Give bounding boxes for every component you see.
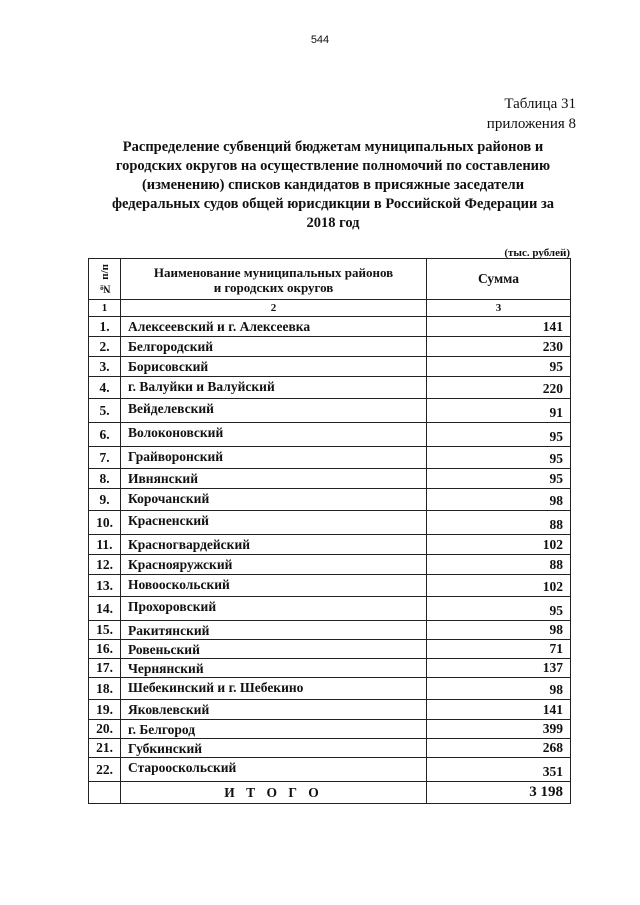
column-number-2: 2 (121, 300, 427, 317)
page-number: 544 (310, 34, 330, 46)
row-number: 12. (89, 555, 121, 575)
table-row (89, 758, 571, 782)
table-row (89, 423, 571, 447)
row-sum: 230 (427, 337, 571, 357)
table-row (89, 621, 571, 640)
row-number: 9. (89, 489, 121, 511)
table-row (89, 535, 571, 555)
row-sum: 399 (427, 720, 571, 739)
total-sum: 3 198 (427, 782, 571, 804)
table-header-row (89, 259, 571, 300)
row-sum: 351 (427, 758, 571, 782)
table-row (89, 377, 571, 399)
row-sum: 95 (427, 447, 571, 469)
units-label: (тыс. рублей) (504, 247, 570, 259)
table-row (89, 739, 571, 758)
row-name: Краснояружский (121, 555, 427, 575)
row-name: Новооскольский (121, 575, 427, 597)
row-number: 14. (89, 597, 121, 621)
row-number: 22. (89, 758, 121, 782)
row-name: Старооскольский (121, 758, 427, 782)
table-row (89, 317, 571, 337)
document-heading: Распределение субвенций бюджетам муниципальных районов и городских округов на осуществление полномочий по составлению (изменению) списков кандидатов в присяжные заседатели федеральных судов общей юрисдикции в Российской Федерации за 2018 год (111, 139, 555, 231)
table-row (89, 555, 571, 575)
header-name-cell (121, 259, 427, 300)
subvention-table (88, 258, 571, 804)
row-number: 13. (89, 575, 121, 597)
table-row (89, 469, 571, 489)
table-row (89, 357, 571, 377)
row-name: Красненский (121, 511, 427, 535)
row-sum: 95 (427, 357, 571, 377)
row-sum: 95 (427, 423, 571, 447)
row-sum: 91 (427, 399, 571, 423)
row-sum: 220 (427, 377, 571, 399)
table-row (89, 678, 571, 700)
row-name: Ровеньский (121, 640, 427, 659)
column-number-1: 1 (89, 300, 121, 317)
table-row (89, 489, 571, 511)
row-sum: 88 (427, 511, 571, 535)
row-number: 16. (89, 640, 121, 659)
row-name: Шебекинский и г. Шебекино (121, 678, 427, 700)
header-number: № п/п (98, 263, 111, 295)
table-row (89, 447, 571, 469)
total-label: И Т О Г О (121, 782, 427, 804)
row-name: Борисовский (121, 357, 427, 377)
table-row (89, 511, 571, 535)
row-number: 8. (89, 469, 121, 489)
row-number: 19. (89, 700, 121, 720)
row-name: Корочанский (121, 489, 427, 511)
row-number: 18. (89, 678, 121, 700)
row-sum: 88 (427, 555, 571, 575)
header-name-line2: и городских округов (213, 280, 334, 295)
caption-appendix: приложения 8 (486, 116, 576, 132)
row-name: г. Валуйки и Валуйский (121, 377, 427, 399)
row-name: Яковлевский (121, 700, 427, 720)
row-sum: 268 (427, 739, 571, 758)
row-sum: 102 (427, 575, 571, 597)
row-name: Ивнянский (121, 469, 427, 489)
table-row (89, 597, 571, 621)
row-name: Прохоровский (121, 597, 427, 621)
row-sum: 137 (427, 659, 571, 678)
row-sum: 102 (427, 535, 571, 555)
table-row (89, 575, 571, 597)
row-name: Алексеевский и г. Алексеевка (121, 317, 427, 337)
header-name-line1: Наименование муниципальных районов (153, 265, 394, 280)
table-row (89, 640, 571, 659)
row-number: 1. (89, 317, 121, 337)
row-sum: 98 (427, 621, 571, 640)
table-row (89, 399, 571, 423)
row-number: 10. (89, 511, 121, 535)
row-number: 7. (89, 447, 121, 469)
total-row (89, 782, 571, 804)
row-number: 3. (89, 357, 121, 377)
row-number: 20. (89, 720, 121, 739)
total-blank-cell (89, 782, 121, 804)
table-row (89, 700, 571, 720)
table-row (89, 659, 571, 678)
row-name: Грайворонский (121, 447, 427, 469)
row-sum: 71 (427, 640, 571, 659)
row-name: г. Белгород (121, 720, 427, 739)
row-sum: 95 (427, 597, 571, 621)
row-sum: 141 (427, 317, 571, 337)
table-caption (487, 94, 576, 134)
header-sum: Сумма (427, 259, 571, 300)
row-name: Губкинский (121, 739, 427, 758)
row-name: Красногвардейский (121, 535, 427, 555)
caption-table-number: Таблица 31 (504, 96, 576, 112)
row-number: 15. (89, 621, 121, 640)
row-number: 21. (89, 739, 121, 758)
column-number-3: 3 (427, 300, 571, 317)
row-number: 5. (89, 399, 121, 423)
row-sum: 95 (427, 469, 571, 489)
row-number: 6. (89, 423, 121, 447)
column-number-row (89, 300, 571, 317)
header-number-cell (89, 259, 121, 300)
row-name: Ракитянский (121, 621, 427, 640)
row-name: Белгородский (121, 337, 427, 357)
row-sum: 98 (427, 489, 571, 511)
table-row (89, 337, 571, 357)
table-row (89, 720, 571, 739)
row-number: 4. (89, 377, 121, 399)
row-sum: 98 (427, 678, 571, 700)
row-name: Вейделевский (121, 399, 427, 423)
row-number: 11. (89, 535, 121, 555)
row-number: 2. (89, 337, 121, 357)
row-sum: 141 (427, 700, 571, 720)
row-number: 17. (89, 659, 121, 678)
row-name: Волоконовский (121, 423, 427, 447)
row-name: Чернянский (121, 659, 427, 678)
